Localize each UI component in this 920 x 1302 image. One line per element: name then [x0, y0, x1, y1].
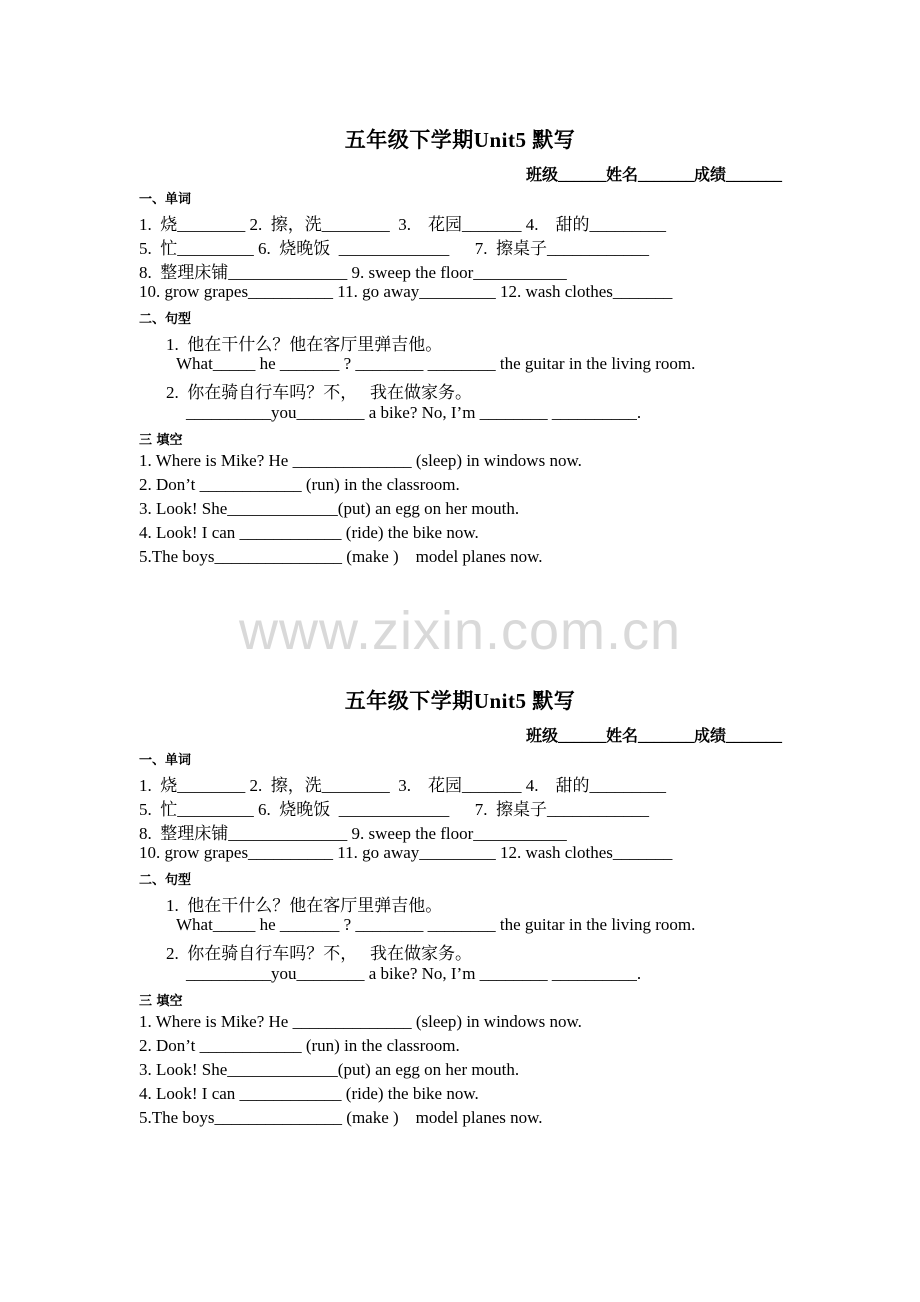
- student-info-line: 班级______姓名_______成绩_______: [525, 167, 782, 184]
- vocab-line-1: 1. 烧________ 2. 擦，洗________ 3. 花园_______ 4. 甜的_________: [139, 215, 666, 234]
- section-sentences-heading: 二、句型: [139, 312, 192, 327]
- fill-line-5: 5.The boys_______________ (make ) model planes now.: [139, 1108, 543, 1127]
- sentence-q2-chinese: 2. 你在骑自行车吗？不， 我在做家务。: [166, 383, 472, 402]
- vocab-line-4: 10. grow grapes__________ 11. go away_________ 12. wash clothes_______: [139, 843, 673, 862]
- fill-line-1: 1. Where is Mike? He ______________ (sleep) in windows now.: [139, 451, 582, 470]
- worksheet-title: 五年级下学期Unit5 默写: [344, 689, 576, 713]
- sentence-q2-chinese: 2. 你在骑自行车吗？不， 我在做家务。: [166, 944, 472, 963]
- fill-line-4: 4. Look! I can ____________ (ride) the bike now.: [139, 1084, 479, 1103]
- vocab-line-3: 8. 整理床铺______________ 9. sweep the floor___________: [139, 824, 567, 843]
- sentence-q1-english: What_____ he _______ ? ________ ________ the guitar in the living room.: [176, 915, 696, 934]
- vocab-line-1: 1. 烧________ 2. 擦，洗________ 3. 花园_______ 4. 甜的_________: [139, 776, 666, 795]
- student-info-line: 班级______姓名_______成绩_______: [525, 728, 782, 745]
- sentence-q1-chinese: 1. 他在干什么？他在客厅里弹吉他。: [166, 896, 443, 915]
- watermark: www.zixin.com.cn: [238, 601, 682, 661]
- section-vocabulary-heading: 一、单词: [139, 192, 192, 207]
- fill-line-2: 2. Don’t ____________ (run) in the classroom.: [139, 1036, 460, 1055]
- sentence-q1-chinese: 1. 他在干什么？他在客厅里弹吉他。: [166, 335, 443, 354]
- section-fill-blank-heading: 三 填空: [139, 994, 183, 1009]
- section-sentences-heading: 二、句型: [139, 873, 192, 888]
- section-fill-blank-heading: 三 填空: [139, 433, 183, 448]
- sentence-q2-english: __________you________ a bike? No, I’m ________ __________.: [186, 403, 642, 422]
- vocab-line-3: 8. 整理床铺______________ 9. sweep the floor___________: [139, 263, 567, 282]
- fill-line-3: 3. Look! She_____________(put) an egg on her mouth.: [139, 1060, 520, 1079]
- fill-line-1: 1. Where is Mike? He ______________ (sleep) in windows now.: [139, 1012, 582, 1031]
- vocab-line-2: 5. 忙_________ 6. 烧晚饭 _____________ 7. 擦桌子____________: [139, 800, 649, 819]
- vocab-line-2: 5. 忙_________ 6. 烧晚饭 _____________ 7. 擦桌子____________: [139, 239, 649, 258]
- fill-line-3: 3. Look! She_____________(put) an egg on her mouth.: [139, 499, 520, 518]
- sentence-q2-english: __________you________ a bike? No, I’m ________ __________.: [186, 964, 642, 983]
- section-vocabulary-heading: 一、单词: [139, 753, 192, 768]
- fill-line-5: 5.The boys_______________ (make ) model planes now.: [139, 547, 543, 566]
- worksheet-title: 五年级下学期Unit5 默写: [344, 128, 576, 152]
- sentence-q1-english: What_____ he _______ ? ________ ________ the guitar in the living room.: [176, 354, 696, 373]
- vocab-line-4: 10. grow grapes__________ 11. go away_________ 12. wash clothes_______: [139, 282, 673, 301]
- fill-line-2: 2. Don’t ____________ (run) in the classroom.: [139, 475, 460, 494]
- fill-line-4: 4. Look! I can ____________ (ride) the bike now.: [139, 523, 479, 542]
